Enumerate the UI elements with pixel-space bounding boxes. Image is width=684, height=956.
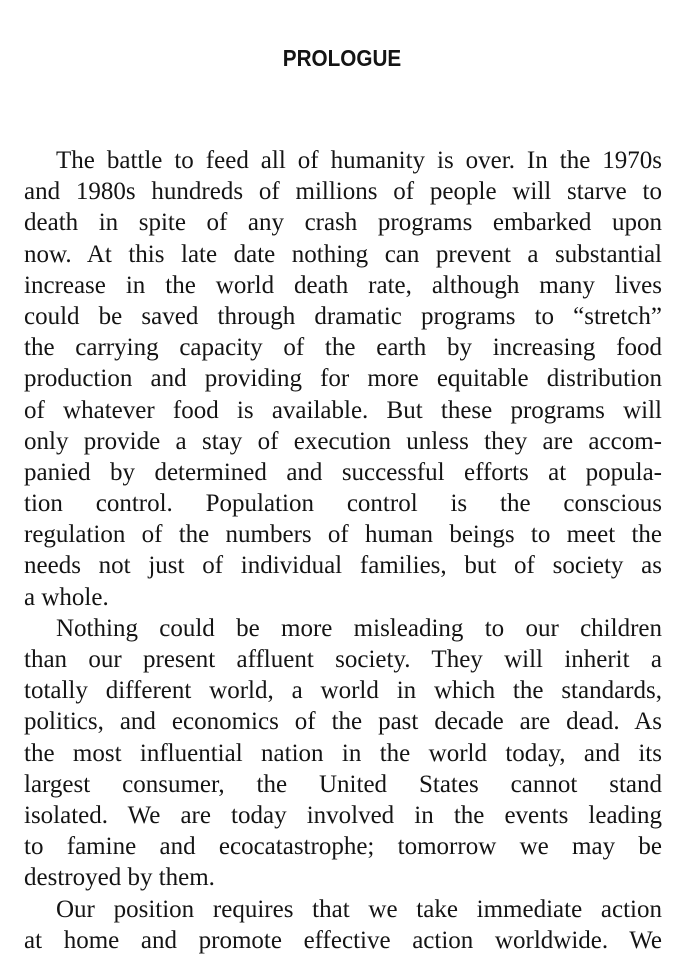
text-line: of whatever food is available. But these programs will: [24, 396, 662, 424]
text-line: The battle to feed all of humanity is over. In the 1970s: [56, 147, 662, 174]
text-line: tion control. Population control is the conscious: [24, 490, 662, 518]
paragraph: [24, 613, 662, 894]
text-line: death in spite of any crash programs embarked upon: [24, 209, 662, 237]
text-line: than our present affluent society. They will inherit a: [24, 646, 662, 673]
text-line: now. At this late date nothing can prevent a substantial: [24, 240, 662, 268]
text-line: regulation of the numbers of human beings to meet the: [24, 521, 662, 549]
text-line: the carrying capacity of the earth by increasing food: [24, 334, 662, 362]
chapter-title: PROLOGUE: [282, 45, 402, 71]
text-line: the most influential nation in the world today, and its: [24, 739, 662, 767]
text-line: increase in the world death rate, although many lives: [24, 271, 662, 299]
text-line: a whole.: [24, 583, 109, 611]
text-line: production and providing for more equitable distribution: [24, 365, 662, 393]
text-line: and 1980s hundreds of millions of people will starve to: [24, 178, 662, 206]
text-line: Our position requires that we take immediate action: [56, 895, 662, 923]
text-line: totally different world, a world in which the standards,: [24, 677, 662, 705]
paragraph: [24, 145, 662, 613]
text-line: needs not just of individual families, but of society as: [24, 552, 662, 580]
text-line: isolated. We are today involved in the events leading: [24, 801, 662, 829]
paragraph: [24, 894, 662, 956]
text-line: largest consumer, the United States cannot stand: [24, 770, 662, 798]
text-line: could be saved through dramatic programs to “stretch”: [24, 302, 662, 330]
text-line: politics, and economics of the past decade are dead. As: [24, 708, 662, 736]
text-line: panied by determined and successful efforts at popula-: [24, 458, 662, 486]
text-line: at home and promote effective action worldwide. We: [24, 926, 662, 954]
body-text: [24, 145, 662, 956]
text-line: destroyed by them.: [24, 864, 215, 892]
text-line: to famine and ecocatastrophe; tomorrow we may be: [24, 833, 662, 861]
text-line: only provide a stay of execution unless they are accom-: [24, 427, 662, 455]
text-line: Nothing could be more misleading to our children: [56, 614, 662, 642]
